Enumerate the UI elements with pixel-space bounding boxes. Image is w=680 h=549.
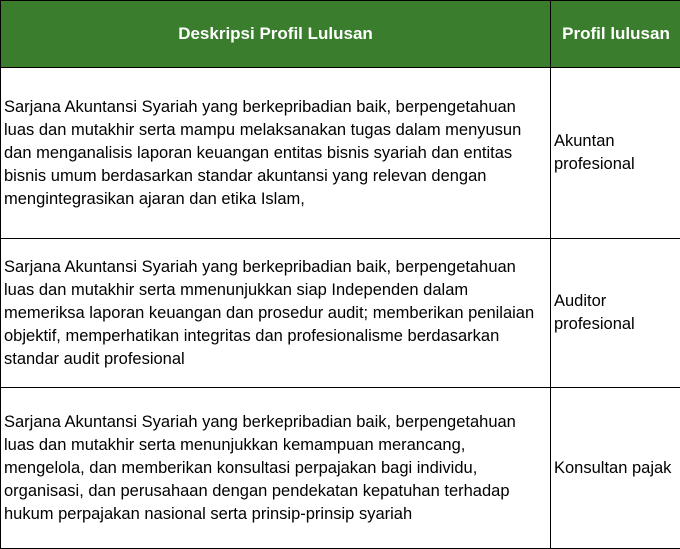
profile-cell: Auditor profesional — [551, 239, 680, 388]
description-cell: Sarjana Akuntansi Syariah yang berkepribadian baik, berpengetahuan luas dan mutakhir serta mampu melaksanakan tugas dalam menyusun dan menganalisis laporan keuangan entitas bisnis syariah dan entitas bisnis umum berdasarkan standar akuntansi yang relevan dengan mengintegrasikan ajaran dan etika Islam, — [1, 68, 551, 239]
description-cell: Sarjana Akuntansi Syariah yang berkepribadian baik, berpengetahuan luas dan mutakhir serta mmenunjukkan siap Independen dalam memeriksa laporan keuangan dan prosedur audit; memberikan penilaian objektif, memperhatikan integritas dan profesionalisme berdasarkan standar audit profesional — [1, 239, 551, 388]
description-cell: Sarjana Akuntansi Syariah yang berkepribadian baik, berpengetahuan luas dan mutakhir serta menunjukkan kemampuan merancang, mengelola, dan memberikan konsultasi perpajakan bagi individu, organisasi, dan perusahaan dengan pendekatan kepatuhan terhadap hukum perpajakan nasional serta prinsip-prinsip syariah — [1, 388, 551, 549]
header-description: Deskripsi Profil Lulusan — [1, 1, 551, 68]
profile-cell: Akuntan profesional — [551, 68, 680, 239]
table-row — [1, 388, 680, 549]
table-header-row — [1, 1, 680, 68]
table-row — [1, 239, 680, 388]
header-profile: Profil lulusan — [551, 1, 680, 68]
table-row — [1, 68, 680, 239]
profile-cell: Konsultan pajak — [551, 388, 680, 549]
